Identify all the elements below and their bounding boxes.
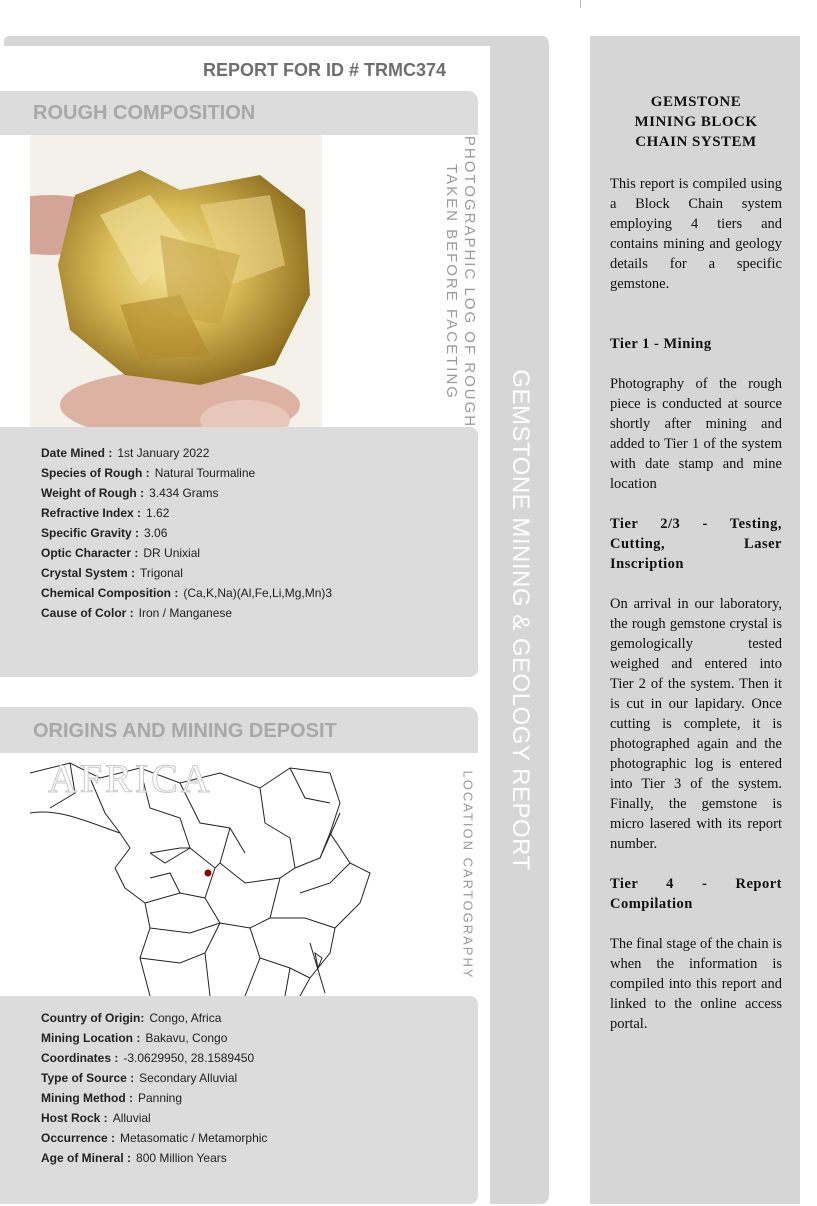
origins-fields xyxy=(41,1008,267,1168)
sidebar-intro: This report is compiled using a Block Chain system employing 4 tiers and contains mining and geology details for a specific gemstone. xyxy=(610,176,782,292)
field-type-of-source: Type of Source : Secondary Alluvial xyxy=(41,1071,238,1085)
field-cause-of-color: Cause of Color : Iron / Manganese xyxy=(41,606,233,620)
field-mining-location: Mining Location : Bakavu, Congo xyxy=(41,1031,228,1045)
field-date-mined: Date Mined : 1st January 2022 xyxy=(41,446,210,460)
rough-heading: ROUGH COMPOSITION xyxy=(33,102,256,124)
sidebar-heading: GEMSTONE MINING BLOCK CHAIN SYSTEM xyxy=(634,94,758,150)
rough-fields xyxy=(41,443,332,623)
field-weight: Weight of Rough : 3.434 Grams xyxy=(41,486,219,500)
field-species: Species of Rough : Natural Tourmaline xyxy=(41,466,256,480)
photo-label xyxy=(442,136,478,428)
tier1-title: Tier 1 - Mining xyxy=(610,336,712,352)
field-country-of-origin: Country of Origin: Congo, Africa xyxy=(41,1011,222,1025)
field-chemical-composition: Chemical Composition : (Ca,K,Na)(Al,Fe,Li,Mg,Mn)3 xyxy=(41,586,333,600)
origins-heading: ORIGINS AND MINING DEPOSIT xyxy=(33,720,337,742)
mine-location-marker xyxy=(205,870,212,877)
field-coordinates: Coordinates : -3.0629950, 28.1589450 xyxy=(41,1051,255,1065)
tourmaline-rough-image xyxy=(30,135,322,427)
field-crystal-system: Crystal System : Trigonal xyxy=(41,566,183,580)
field-optic-character: Optic Character : DR Unixial xyxy=(41,546,201,560)
tier1-text: Photography of the rough piece is conducted at source shortly after mining and added to Tier 1 of the system with date stamp and mine location xyxy=(610,376,782,492)
top-divider xyxy=(580,0,581,8)
photo-label-line1: PHOTOGRAPHIC LOG OF ROUGH xyxy=(461,135,478,429)
field-mining-method: Mining Method : Panning xyxy=(41,1091,183,1105)
field-host-rock: Host Rock : Alluvial xyxy=(41,1111,151,1125)
tier4-text: The final stage of the chain is when the information is compiled into this report and linked to the online access portal. xyxy=(610,936,782,1032)
rough-photo xyxy=(30,135,322,427)
field-refractive-index: Refractive Index : 1.62 xyxy=(41,506,170,520)
band-title: GEMSTONE MINING & GEOLOGY REPORT xyxy=(507,369,534,871)
tier23-text: On arrival in our laboratory, the rough gemstone crystal is gemologically tested weighed and entered into Tier 2 of the system. Then it is cut in our lapidary. Once cutting is complete, it is photographed again and the photographic log is entered into Tier 3 of the system. Finally, the gemstone is micro lasered with its report number. xyxy=(610,596,782,852)
tier23-title: Tier 2/3 - Testing, Cutting, Laser Inscription xyxy=(610,516,782,572)
tier4-title: Tier 4 - Report Compilation xyxy=(610,876,782,912)
field-specific-gravity: Specific Gravity : 3.06 xyxy=(41,526,168,540)
map-label: AFRICA xyxy=(48,756,213,801)
report-title: REPORT FOR ID # TRMC374 xyxy=(202,60,446,80)
field-occurrence: Occurrence : Metasomatic / Metamorphic xyxy=(41,1131,268,1145)
sidebar-content xyxy=(610,92,782,1034)
cartography-label: LOCATION CARTOGRAPHY xyxy=(460,770,476,980)
top-bar xyxy=(4,36,548,46)
photo-label-line2: TAKEN BEFORE FACETING xyxy=(443,164,460,400)
field-age-of-mineral: Age of Mineral : 800 Million Years xyxy=(41,1151,227,1165)
